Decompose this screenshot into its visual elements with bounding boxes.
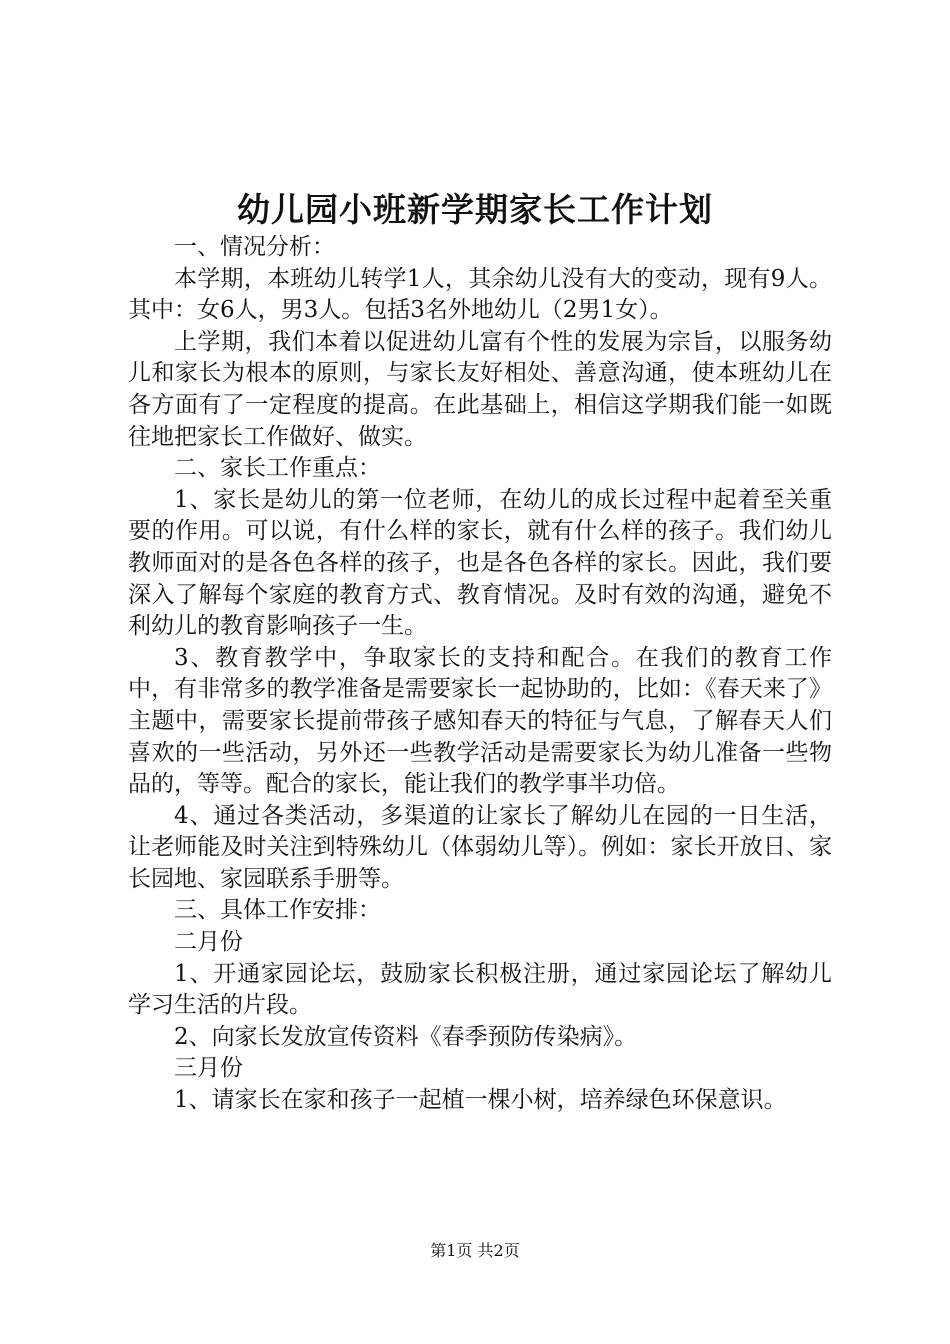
paragraph-last-semester: 上学期，我们本着以促进幼儿富有个性的发展为宗旨，以服务幼儿和家长为根本的原则，与家长友好相处、善意沟通，使本班幼儿在各方面有了一定程度的提高。在此基础上，相信这学期我们能一如既往地把家长工作做好、做实。 [128,328,832,450]
document-title: 幼儿园小班新学期家长工作计划 [237,190,713,229]
page-number-footer: 第1页 共2页 [430,1241,520,1260]
paragraph-focus-item-3: 3、教育教学中，争取家长的支持和配合。在我们的教育工作中，有非常多的教学准备是需要家长一起协助的，比如：《春天来了》主题中，需要家长提前带孩子感知春天的特征与气息，了解春天人们喜欢的一些活动，另外还一些教学活动是需要家长为幼儿准备一些物品的，等等。配合的家长，能让我们的教学事半功倍。 [128,644,832,798]
month-heading-february: 二月份 [174,929,243,956]
paragraph-focus-item-1: 1、家长是幼儿的第一位老师，在幼儿的成长过程中起着至关重要的作用。可以说，有什么样的家长，就有什么样的孩子。我们幼儿教师面对的是各色各样的孩子，也是各色各样的家长。因此，我们要深入了解每个家庭的教育方式、教育情况。及时有效的沟通，避免不利幼儿的教育影响孩子一生。 [128,486,832,640]
paragraph-february-item-2: 2、向家长发放宣传资料《春季预防传染病》。 [174,1023,638,1050]
paragraph-february-item-1: 1、开通家园论坛，鼓励家长积极注册，通过家园论坛了解幼儿学习生活的片段。 [128,960,832,1019]
section-heading-arrangements: 三、具体工作安排： [174,897,381,924]
document-body [128,232,832,1117]
section-heading-focus: 二、家长工作重点： [174,455,381,482]
section-heading-situation: 一、情况分析： [174,234,335,260]
month-heading-march: 三月份 [174,1055,243,1082]
paragraph-march-item-1: 1、请家长在家和孩子一起植一棵小树，培养绿色环保意识。 [174,1087,787,1114]
paragraph-class-overview: 本学期，本班幼儿转学1人，其余幼儿没有大的变动，现有9人。其中：女6人，男3人。包括3名外地幼儿（2男1女）。 [128,265,832,324]
paragraph-focus-item-4: 4、通过各类活动，多渠道的让家长了解幼儿在园的一日生活，让老师能及时关注到特殊幼儿（体弱幼儿等）。例如：家长开放日、家长园地、家园联系手册等。 [128,802,832,892]
